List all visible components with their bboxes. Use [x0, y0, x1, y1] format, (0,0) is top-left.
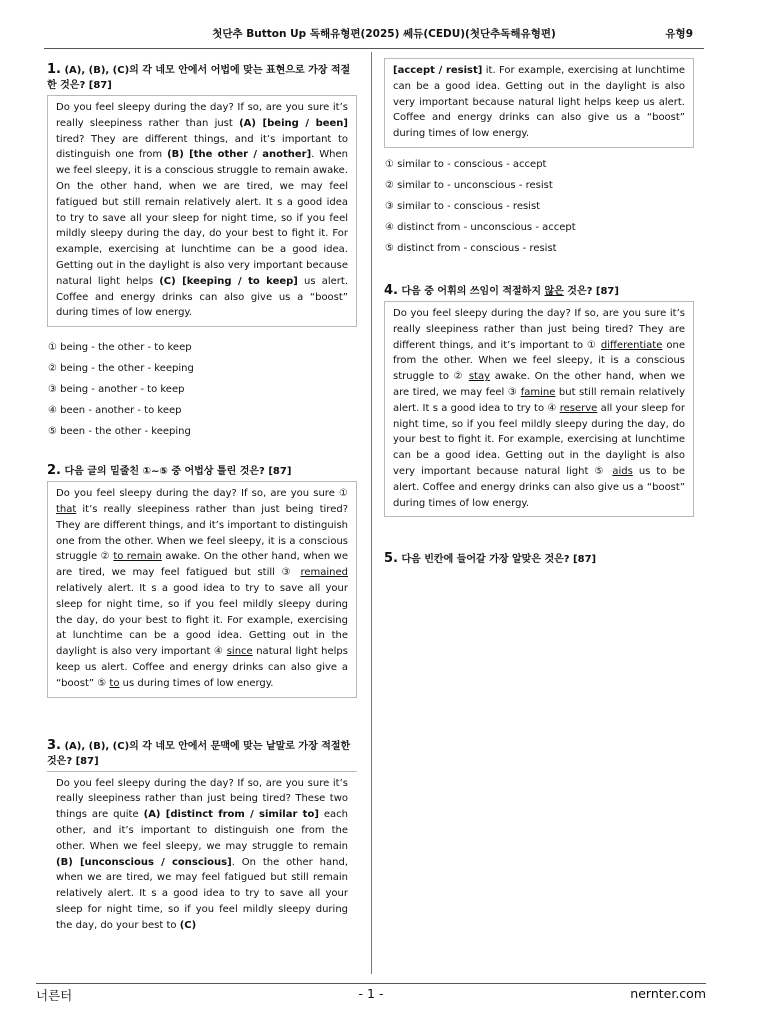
passage-text: but still remain relatively alert. It s a good idea to try to ④ [393, 386, 686, 414]
option-4[interactable]: ④ distinct from - unconscious - accept [385, 221, 576, 233]
underlined-word: to remain [113, 551, 162, 563]
question-3 [47, 738, 357, 939]
footer-website[interactable]: nernter.com [630, 986, 706, 1001]
answer-options [384, 154, 694, 259]
underlined-word: aids [612, 465, 633, 477]
passage-text: one from the other. When we feel sleepy, it is a conscious struggle to ② [393, 339, 685, 383]
question-number: 4. [384, 282, 398, 298]
question-4-prompt [384, 283, 694, 299]
underlined-word: stay [468, 371, 490, 383]
option-5[interactable]: ⑤ distinct from - conscious - resist [385, 242, 557, 254]
answer-options [47, 337, 357, 442]
passage-box [47, 481, 357, 697]
question-3-continued [384, 58, 694, 259]
question-text: (A), (B), (C)의 각 네모 안에서 문맥에 맞는 낱말로 가장 적절한 것은? [87] [47, 740, 351, 767]
underlined-word: since [226, 646, 253, 658]
answer-choice-box: (B) [unconscious / conscious] [56, 856, 232, 868]
question-text: (A), (B), (C)의 각 네모 안에서 어법에 맞는 표현으로 가장 적절한 것은? [87] [47, 65, 351, 91]
passage-text: . When we feel sleepy, it is a conscious struggle to remain awake. On the other hand, when we are tired, we may feel fatigued but still remain relatively alert. It s a good idea to try to save all your sleep for night time, so if you feel mildly sleepy during the day, do your best to fight it. For example, exercising at lunchtime can be a good idea. Getting out in the daylight is also very important because natural light helps [56, 149, 348, 287]
question-2 [47, 463, 357, 697]
document-title: 첫단추 Button Up 독해유형편(2025) 쎄듀(CEDU)(첫단추독해유형편) [212, 28, 556, 40]
answer-choice-box: (C) [179, 919, 197, 931]
option-1[interactable]: ① being - the other - to keep [48, 342, 192, 354]
passage-text: Do you feel sleepy during the day? If so, are you sure ① [56, 488, 348, 500]
passage-box [47, 95, 357, 327]
question-2-prompt [47, 463, 357, 479]
underlined-word: to [109, 677, 120, 689]
question-3-prompt [47, 738, 357, 769]
question-number: 2. [47, 463, 61, 479]
left-column [47, 62, 357, 938]
option-2[interactable]: ② being - the other - keeping [48, 363, 194, 375]
passage-box-part-1 [47, 771, 357, 939]
passage-text: awake. On the other hand, when we are tired, we may feel ③ [393, 371, 685, 398]
option-3[interactable]: ③ similar to - conscious - resist [385, 200, 541, 212]
question-4 [384, 283, 694, 517]
passage-text: us during times of low energy. [119, 677, 274, 689]
option-2[interactable]: ② similar to - unconscious - resist [385, 179, 553, 191]
passage-text: each other, and it’s important to distinguish one from the other. When we feel sleepy, we may struggle to remain [56, 809, 348, 852]
type-label: 유형9 [665, 28, 693, 40]
passage-text: it. For example, exercising at lunchtime can be a good idea. Getting out in the daylight is also very important because natural light helps keep us alert. Coffee and energy drinks can also give us a “boost” during times of low energy. [393, 65, 686, 140]
question-text-part: 것은? [87] [563, 285, 619, 297]
answer-choice-box: [accept / resist] [393, 65, 483, 76]
passage-text: us alert. Coffee and energy drinks can also give us a “boost” during times of low energy. [56, 275, 348, 319]
question-number: 3. [47, 737, 61, 753]
underlined-word: differentiate [600, 339, 663, 351]
page-header [0, 26, 768, 44]
underlined-word: famine [520, 386, 556, 398]
underlined-word: that [56, 503, 77, 515]
passage-text: relatively alert. It s a good idea to try to save all your sleep for night time, so if you feel mildly sleepy during the day, do your best to fight it. For example, exercising at lunchtime can be a good idea. Getting out in the daylight is also very important ④ [56, 582, 348, 658]
option-4[interactable]: ④ been - another - to keep [48, 405, 182, 417]
question-number: 1. [47, 62, 61, 77]
passage-text: it’s really sleepiness rather than just being tired? They are different things, and it’s important to distinguish one from the other. When we feel sleepy, it is a conscious struggle ② [56, 503, 348, 563]
option-3[interactable]: ③ being - another - to keep [48, 384, 185, 396]
underlined-word: reserve [559, 402, 598, 414]
page-footer [36, 983, 706, 1003]
option-1[interactable]: ① similar to - conscious - accept [385, 158, 547, 170]
question-5 [384, 551, 694, 567]
page-number: - 1 - [358, 986, 384, 1001]
passage-box [384, 301, 694, 517]
question-text: 다음 글의 밑줄친 ①~⑤ 중 어법상 틀린 것은? [87] [64, 466, 292, 478]
passage-text: all your sleep for night time, so if you feel mildly sleepy during the day, do your best to fight it. For example, exercising at lunchtime can be a good idea. Getting out in the daylight is also very important because natural light ⑤ [393, 402, 685, 477]
passage-text: tired? They are different things, and it’s important to distinguish one from [56, 133, 348, 161]
footer-brand: 너른터 [36, 988, 73, 1003]
column-divider [371, 52, 372, 974]
passage-text: us to be alert. Coffee and energy drinks can also give us a “boost” during times of low energy. [393, 465, 685, 509]
answer-choice-box: (C) [keeping / to keep] [159, 275, 298, 287]
passage-text: awake. On the other hand, when we are tired, we may feel fatigued but still ③ [56, 551, 349, 579]
passage-text: natural light helps keep us alert. Coffee and energy drinks can also give a “boost” ⑤ [56, 646, 348, 689]
header-divider [44, 48, 704, 49]
underlined-word: remained [300, 567, 348, 579]
option-5[interactable]: ⑤ been - the other - keeping [48, 426, 191, 438]
question-5-prompt [384, 551, 694, 567]
passage-text: . On the other hand, when we are tired, we may feel fatigued but still remain relatively alert. It s a good idea to try to save all your sleep for night time, so if you feel mildly sleepy during the day, do your best to [56, 856, 348, 931]
answer-choice-box: (A) [distinct from / similar to] [143, 809, 319, 821]
question-number: 5. [384, 551, 398, 567]
passage-text: Do you feel sleepy during the day? If so, are you sure it’s really sleepiness rather than just being tired? They are different things, and it’s important to ① [393, 307, 685, 351]
passage-box-part-2 [384, 58, 694, 148]
passage-text: Do you feel sleepy during the day? If so, are you sure it’s really sleepiness rather than just [56, 102, 348, 129]
question-1 [47, 62, 357, 442]
question-text: 다음 빈칸에 들어갈 가장 알맞은 것은? [87] [401, 554, 597, 566]
answer-choice-box: (B) [the other / another] [167, 149, 312, 161]
right-column [384, 58, 694, 567]
answer-choice-box: (A) [being / been] [239, 117, 348, 129]
question-text-emphasis: 않은 [544, 285, 564, 297]
passage-text: Do you feel sleepy during the day? If so, are you sure it’s really sleepiness rather than just being tired? These two things are quite [56, 777, 348, 821]
question-text-part: 다음 중 어휘의 쓰임이 적절하지 [401, 285, 545, 297]
question-1-prompt [47, 62, 357, 93]
